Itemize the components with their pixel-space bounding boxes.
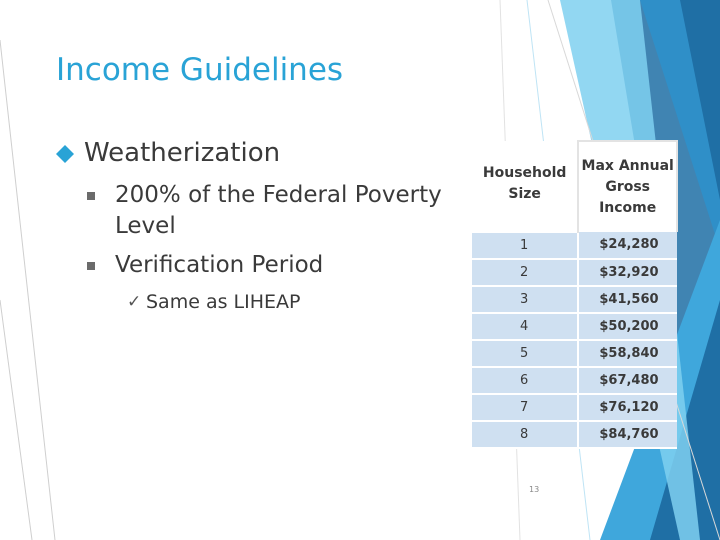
cell-household-size: 6 [472, 367, 578, 394]
header-household-size: Household Size [472, 141, 578, 232]
bullet-level3-text: Same as LIHEAP [146, 291, 301, 313]
cell-max-income: $84,760 [578, 421, 677, 448]
table-row [472, 232, 677, 259]
table-header-row [472, 141, 677, 232]
cell-household-size: 4 [472, 313, 578, 340]
cell-household-size: 2 [472, 259, 578, 286]
checkmark-icon: ✓ [127, 292, 142, 312]
square-bullet-icon [87, 192, 95, 200]
header-max-income: Max Annual Gross Income [578, 141, 677, 232]
cell-household-size: 7 [472, 394, 578, 421]
cell-max-income: $41,560 [578, 286, 677, 313]
bullet-level1 [56, 136, 476, 170]
table-row [472, 421, 677, 448]
cell-max-income: $58,840 [578, 340, 677, 367]
square-bullet-icon [87, 262, 95, 270]
table-row [472, 286, 677, 313]
cell-max-income: $76,120 [578, 394, 677, 421]
table-row [472, 394, 677, 421]
income-table [472, 140, 678, 449]
page-number: 13 [529, 485, 540, 494]
bullet-level1-text: Weatherization [84, 138, 281, 168]
cell-max-income: $67,480 [578, 367, 677, 394]
table-row [472, 313, 677, 340]
diamond-bullet-icon [56, 145, 74, 163]
cell-household-size: 1 [472, 232, 578, 259]
table-row [472, 367, 677, 394]
cell-household-size: 3 [472, 286, 578, 313]
slide-title: Income Guidelines [56, 52, 344, 88]
cell-max-income: $24,280 [578, 232, 677, 259]
table-row [472, 259, 677, 286]
bullet-level2-text: Verification Period [115, 252, 324, 278]
bullet-list [56, 136, 476, 315]
cell-household-size: 8 [472, 421, 578, 448]
cell-max-income: $32,920 [578, 259, 677, 286]
cell-household-size: 5 [472, 340, 578, 367]
table-row [472, 340, 677, 367]
bullet-level2-item [56, 180, 476, 242]
bullet-level2-text: 200% of the Federal Poverty Level [115, 182, 442, 239]
bullet-level2-item [56, 250, 476, 281]
cell-max-income: $50,200 [578, 313, 677, 340]
bullet-level3-item [56, 289, 476, 315]
